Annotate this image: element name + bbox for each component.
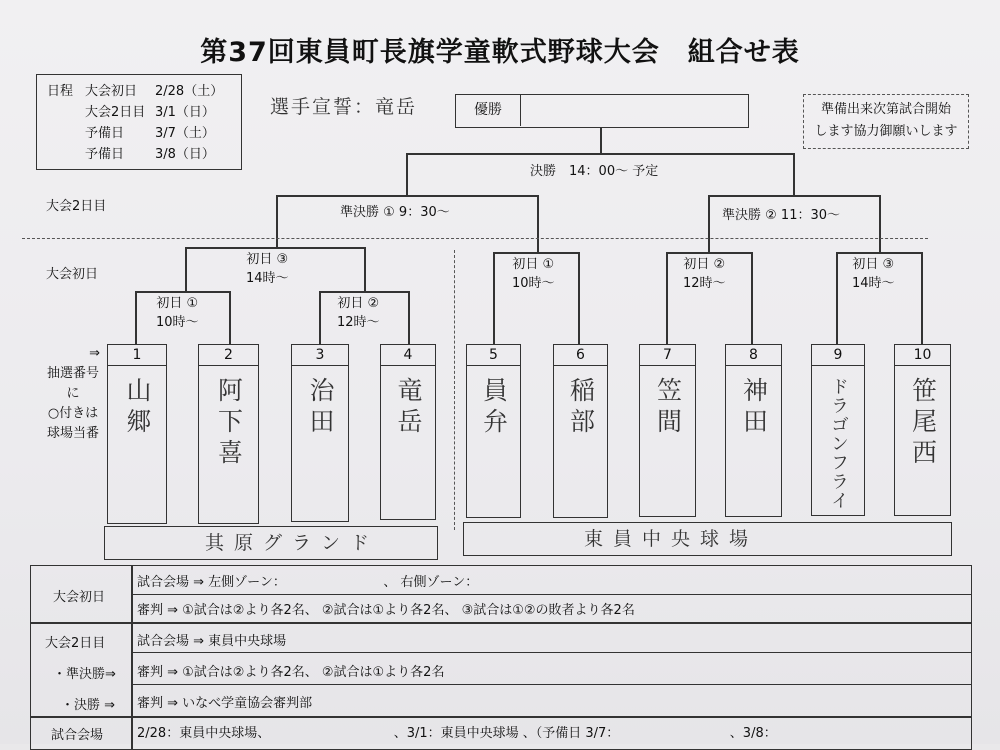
schedule-name: 大会初日: [85, 84, 138, 99]
bracket-line: [921, 252, 923, 344]
bracket-line: [578, 252, 580, 344]
bracket-line: [406, 153, 794, 155]
team-number: 8: [726, 345, 781, 366]
team-name: 治田: [306, 377, 335, 439]
match-label-line: 14時～: [246, 271, 289, 286]
bracket-line: [537, 195, 539, 252]
bracket-line: [276, 195, 278, 247]
table-final-label: ・決勝 ⇒: [61, 698, 116, 713]
match-label-line: 初日 ①: [156, 296, 199, 311]
table-venues-label: 試合会場: [51, 728, 104, 743]
team-number: 9: [812, 345, 864, 366]
match-label-right-r1b: [683, 255, 726, 293]
table-line: [131, 566, 133, 749]
team-name: 竜岳: [394, 377, 423, 439]
match-label-line: 初日 ③: [852, 257, 895, 272]
bracket-line: [666, 252, 752, 254]
match-label-line: 初日 ②: [683, 257, 726, 272]
team-box: [894, 344, 951, 516]
match-label-left-r1b: [337, 294, 380, 332]
page-title: 第37回東員町長旗学童軟式野球大会 組合せ表: [200, 37, 800, 68]
team-name: 山郷: [123, 377, 152, 439]
table-venues-text: 2/28：東員中央球場、 、3/1：東員中央球場 、（予備日 3/7： 、3/8：: [137, 726, 777, 741]
team-number: 1: [108, 345, 166, 366]
notice-line: します協力御願いします: [814, 124, 958, 139]
team-name: 員弁: [479, 377, 509, 439]
bracket-line: [836, 252, 922, 254]
team-number: 2: [199, 345, 258, 366]
schedule-date: 3/8（日）: [155, 147, 215, 162]
bracket-line: [319, 291, 321, 344]
bracket-line: [406, 153, 408, 195]
bracket-line: [879, 195, 881, 252]
lottery-note-line: 球場当番: [46, 426, 99, 441]
bracket-line: [185, 247, 187, 291]
team-number: 10: [895, 345, 950, 366]
match-label-line: 10時～: [156, 315, 199, 330]
match-label-left-r2: [246, 250, 289, 288]
team-box: [639, 344, 696, 517]
match-label-line: 12時～: [337, 315, 380, 330]
schedule-name: 予備日: [85, 126, 125, 141]
schedule-name: 予備日: [85, 147, 125, 162]
schedule-name: 大会2日目: [85, 105, 146, 120]
table-semi-umpire: 審判 ⇒ ①試合は②より各2名、 ②試合は①より各2名: [137, 665, 445, 680]
table-semi-label: ・準決勝⇒: [53, 667, 116, 682]
bracket-line: [708, 195, 880, 197]
match-label-line: 14時～: [852, 276, 895, 291]
bracket-line: [408, 291, 410, 344]
match-label-right-r1a: [512, 255, 555, 293]
table-day2-venue: 試合会場 ⇒ 東員中央球場: [137, 634, 287, 649]
team-name: 阿下喜: [214, 377, 244, 470]
schedule-box: [36, 74, 242, 170]
team-number: 3: [292, 345, 348, 366]
team-number: 4: [381, 345, 435, 366]
bracket-line: [493, 252, 579, 254]
bracket-line: [276, 195, 538, 197]
match-label-right-r1c: [852, 255, 895, 293]
team-name: 笹尾西: [908, 377, 938, 470]
table-line: [131, 594, 971, 595]
champion-box: [455, 94, 749, 128]
bracket-line: [229, 291, 231, 344]
bracket-line: [493, 252, 495, 344]
team-box: [811, 344, 865, 516]
bracket-line: [751, 252, 753, 344]
team-number: 6: [554, 345, 607, 366]
notice-box: [803, 94, 969, 149]
day-divider: [22, 238, 928, 239]
bracket-line: [135, 291, 137, 344]
semi2-label: 準決勝 ② 11：30～: [722, 208, 841, 223]
venue-right: 東員中央球場: [463, 522, 952, 556]
lottery-note-line: ⇒: [89, 346, 100, 361]
lottery-note-line: ○付きは: [47, 406, 99, 421]
schedule-label: 日程: [47, 84, 74, 99]
day1-label: 大会初日: [46, 267, 99, 282]
bracket-line: [185, 247, 365, 249]
schedule-date: 2/28（土）: [155, 84, 224, 99]
team-box: [380, 344, 436, 520]
champion-label: 優勝: [456, 95, 521, 126]
match-label-left-r1a: [156, 294, 199, 332]
day2-label: 大会2日目: [46, 199, 107, 214]
table-final-umpire: 審判 ⇒ いなべ学童協会審判部: [137, 696, 313, 711]
bracket-line: [666, 252, 668, 344]
table-day1-label: 大会初日: [53, 590, 106, 605]
lottery-note-line: に: [66, 386, 80, 401]
lottery-note-line: 抽選番号: [46, 366, 99, 381]
lottery-note: [40, 344, 106, 444]
team-number: 7: [640, 345, 695, 366]
match-label-line: 初日 ①: [512, 257, 555, 272]
match-label-line: 10時～: [512, 276, 555, 291]
team-box: [291, 344, 349, 522]
bracket-line: [135, 291, 230, 293]
table-day2-label: 大会2日目: [45, 636, 106, 651]
team-number: 5: [467, 345, 520, 366]
notice-line: 準備出来次第試合開始: [820, 102, 951, 117]
table-line: [131, 684, 971, 685]
bracket-line: [600, 128, 602, 153]
schedule-date: 3/1（日）: [155, 105, 215, 120]
team-box: [553, 344, 608, 518]
team-name: 神田: [739, 377, 769, 439]
team-name: ドラゴンフライ: [828, 377, 849, 510]
schedule-date: 3/7（土）: [155, 126, 215, 141]
bracket-line: [708, 195, 710, 252]
bracket-line: [364, 247, 366, 291]
venue-divider: [454, 250, 455, 530]
team-box: [107, 344, 167, 524]
oath-note: 選手宣誓：竜岳: [270, 96, 418, 118]
table-line: [31, 622, 971, 624]
match-label-line: 初日 ②: [337, 296, 380, 311]
table-line: [131, 652, 971, 653]
bracket-line: [793, 153, 795, 195]
final-label: 決勝 14：00～ 予定: [530, 164, 659, 179]
bracket-line: [319, 291, 409, 293]
info-table: [30, 565, 972, 750]
table-day1-umpire: 審判 ⇒ ①試合は②より各2名、 ②試合は①より各2名、 ③試合は①②の敗者より各2名: [137, 603, 635, 618]
match-label-line: 12時～: [683, 276, 726, 291]
table-day1-venue: 試合会場 ⇒ 左側ゾーン： 、 右側ゾーン：: [137, 575, 479, 590]
team-name: 稲部: [566, 377, 596, 439]
venue-left: 其原グランド: [104, 526, 438, 560]
team-box: [198, 344, 259, 524]
match-label-line: 初日 ③: [246, 252, 289, 267]
bracket-line: [836, 252, 838, 344]
team-box: [725, 344, 782, 517]
table-line: [31, 716, 971, 718]
team-name: 笠間: [653, 377, 683, 439]
semi1-label: 準決勝 ① 9：30～: [340, 205, 450, 220]
team-box: [466, 344, 521, 518]
